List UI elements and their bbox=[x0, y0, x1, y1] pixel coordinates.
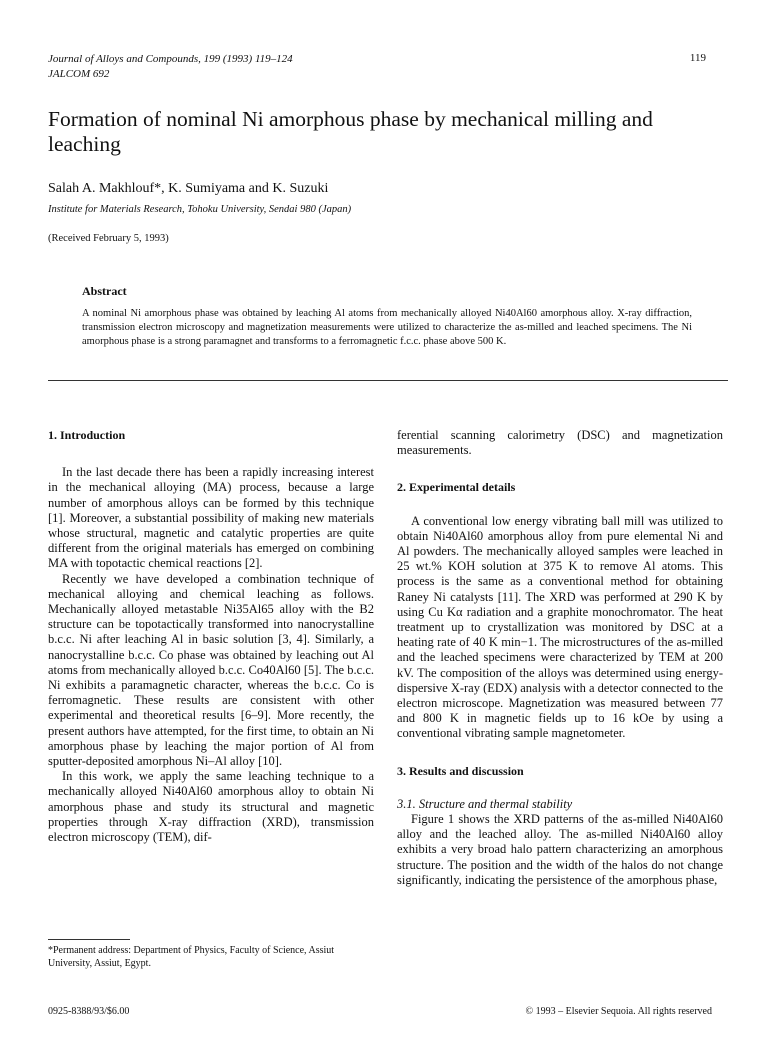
paper-title: Formation of nominal Ni amorphous phase by mechanical milling and leaching bbox=[48, 107, 653, 156]
page-number: 119 bbox=[689, 52, 706, 64]
results-paragraph: Figure 1 shows the XRD patterns of the as-milled Ni40Al60 alloy and the leached alloy. The as-milled Ni40Al60 alloy exhibits a very broad halo pattern characterizing an amorphous structure. The position and the width of the halos do not change significantly, indicating the persistence of the amorphous phase, bbox=[397, 812, 723, 887]
section-divider bbox=[48, 380, 728, 381]
right-column bbox=[397, 428, 723, 888]
left-column bbox=[48, 428, 374, 845]
intro-paragraph-1: In the last decade there has been a rapidly increasing interest in the mechanical alloying (MA) process, because a large number of amorphous alloys can be formed by this technique [1]. Moreover, a substantial possibility of making new materials whose structural, magnetic and catalytic properties are quite different from the original materials has emerged on combining MA with topotactic chemical reactions [2]. bbox=[48, 465, 374, 571]
abstract-text: A nominal Ni amorphous phase was obtained by leaching Al atoms from mechanically alloyed Ni40Al60 amorphous alloy. X-ray diffraction, transmission electron microscopy and magnetization measurements were utilized to characterize the as-milled and leached specimens. The Ni amorphous phase is a strong paramagnet and transforms to a ferromagnetic f.c.c. phase above 500 K. bbox=[82, 308, 692, 347]
authors: Salah A. Makhlouf*, K. Sumiyama and K. Suzuki bbox=[48, 181, 329, 196]
journal-line-1: Journal of Alloys and Compounds, 199 (1993) 119–124 bbox=[48, 53, 293, 65]
copyright: © 1993 – Elsevier Sequoia. All rights reserved bbox=[525, 1006, 712, 1017]
introduction-heading: 1. Introduction bbox=[48, 428, 126, 442]
journal-line-2: JALCOM 692 bbox=[48, 68, 110, 80]
intro-paragraph-3: In this work, we apply the same leaching technique to a mechanically alloyed Ni40Al60 amorphous alloy to obtain Ni amorphous phase and study its structural and magnetic properties through X-ray diffraction (XRD), transmission electron microscopy (TEM), dif- bbox=[48, 769, 374, 845]
intro-continuation: ferential scanning calorimetry (DSC) and magnetization measurements. bbox=[397, 428, 723, 458]
abstract-heading: Abstract bbox=[82, 284, 127, 298]
issn-price: 0925-8388/93/$6.00 bbox=[48, 1006, 130, 1017]
received-date: (Received February 5, 1993) bbox=[48, 233, 169, 244]
footnote-rule bbox=[48, 939, 130, 940]
intro-paragraph-2: Recently we have developed a combination technique of mechanical alloying and chemical leaching as follows. Mechanically alloyed metastable Ni35Al65 alloy with the B2 structure can be topotactically transformed into nanocrystalline b.c.c. Ni after leaching Al in basic solution [3, 4]. Similarly, a nanocrystalline b.c.c. Co phase was obtained by leaching out Al atoms from mechanically alloyed b.c.c. Co40Al60 [5]. The b.c.c. Ni exhibits a paramagnetic character, whereas the b.c.c. Co is ferromagnetic. These results are consistent with other experimental and theoretical results [6–9]. More recently, the present authors have attempted, for the first time, to obtain an Ni amorphous phase by leaching the major portion of Al from sputter-deposited amorphous Ni–Al alloy [10]. bbox=[48, 571, 374, 769]
subsection-heading: 3.1. Structure and thermal stability bbox=[397, 796, 573, 811]
affiliation: Institute for Materials Research, Tohoku University, Sendai 980 (Japan) bbox=[48, 204, 352, 215]
experimental-heading: 2. Experimental details bbox=[397, 480, 516, 495]
footnote: *Permanent address: Department of Physics, Faculty of Science, Assiut University, Assiut, Egypt. bbox=[48, 945, 335, 969]
results-heading: 3. Results and discussion bbox=[397, 763, 524, 778]
experimental-paragraph: A conventional low energy vibrating ball mill was utilized to obtain Ni40Al60 amorphous alloy from pure elemental Ni and Al powders. The mechanically alloyed samples were leached in 25 wt.% KOH solution at 375 K to remove Al atoms. This process is the same as a conventional method for obtaining Raney Ni catalysts [11]. The XRD was performed at 290 K by using Cu Kα radiation and a graphite monochromator. The heat treatment up to crystallization was monitored by DSC at a heating rate of 40 K min−1. The microstructures of the as-milled and the leached specimens were characterized by TEM at 200 kV. The composition of the alloys was determined using energy-dispersive X-ray (EDX) analysis with a detector connected to the electron microscope. Magnetization was measured between 77 and 800 K in magnetic fields up to 16 kOe by using a conventional vibrating sample magnetometer. bbox=[397, 513, 723, 741]
journal-citation bbox=[48, 52, 293, 82]
